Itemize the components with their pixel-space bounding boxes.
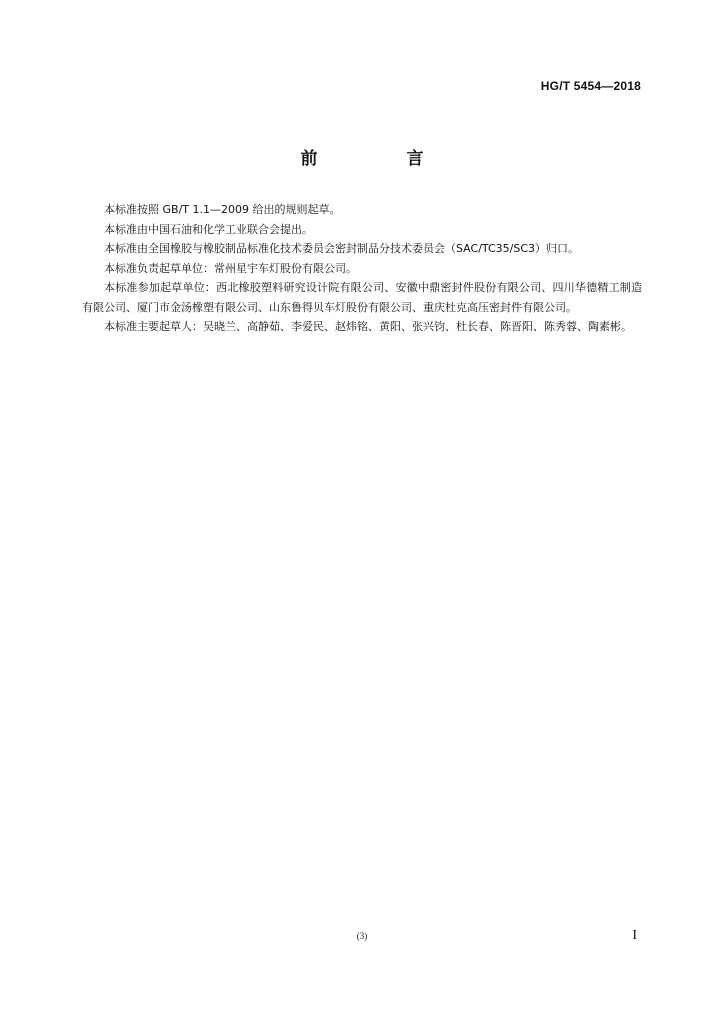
paragraph-under-jurisdiction: 本标准由全国橡胶与橡胶制品标准化技术委员会密封制品分技术委员会（SAC/TC35/SC3）归口。 (104, 242, 580, 255)
paragraph-proposed-by: 本标准由中国石油和化学工业联合会提出。 (104, 222, 313, 236)
paragraph-main-drafters: 本标准主要起草人：吴晓兰、高静茹、李爱民、赵炜铭、黄阳、张兴钧、杜长春、陈晋阳、陈秀蓉、陶素彬。 (104, 320, 632, 333)
page-title: 前 言 (300, 149, 460, 169)
paragraph-drafting-rules: 本标准按照 GB/T 1.1—2009 给出的规则起草。 (104, 203, 341, 216)
standard-code: HG/T 5454—2018 (540, 79, 641, 93)
page-number: I (632, 928, 637, 943)
paragraph-responsible-drafter: 本标准负责起草单位：常州星宇车灯股份有限公司。 (104, 261, 357, 275)
foreword-body (82, 200, 642, 337)
footer-number: (3) (356, 931, 368, 941)
paragraph-participating-drafters: 本标准参加起草单位：西北橡胶塑料研究设计院有限公司、安徽中鼎密封件股份有限公司、四川华德精工制造有限公司、厦门市金汤橡塑有限公司、山东鲁得贝车灯股份有限公司、重庆杜克高压密封件有限公司。 (82, 281, 642, 314)
